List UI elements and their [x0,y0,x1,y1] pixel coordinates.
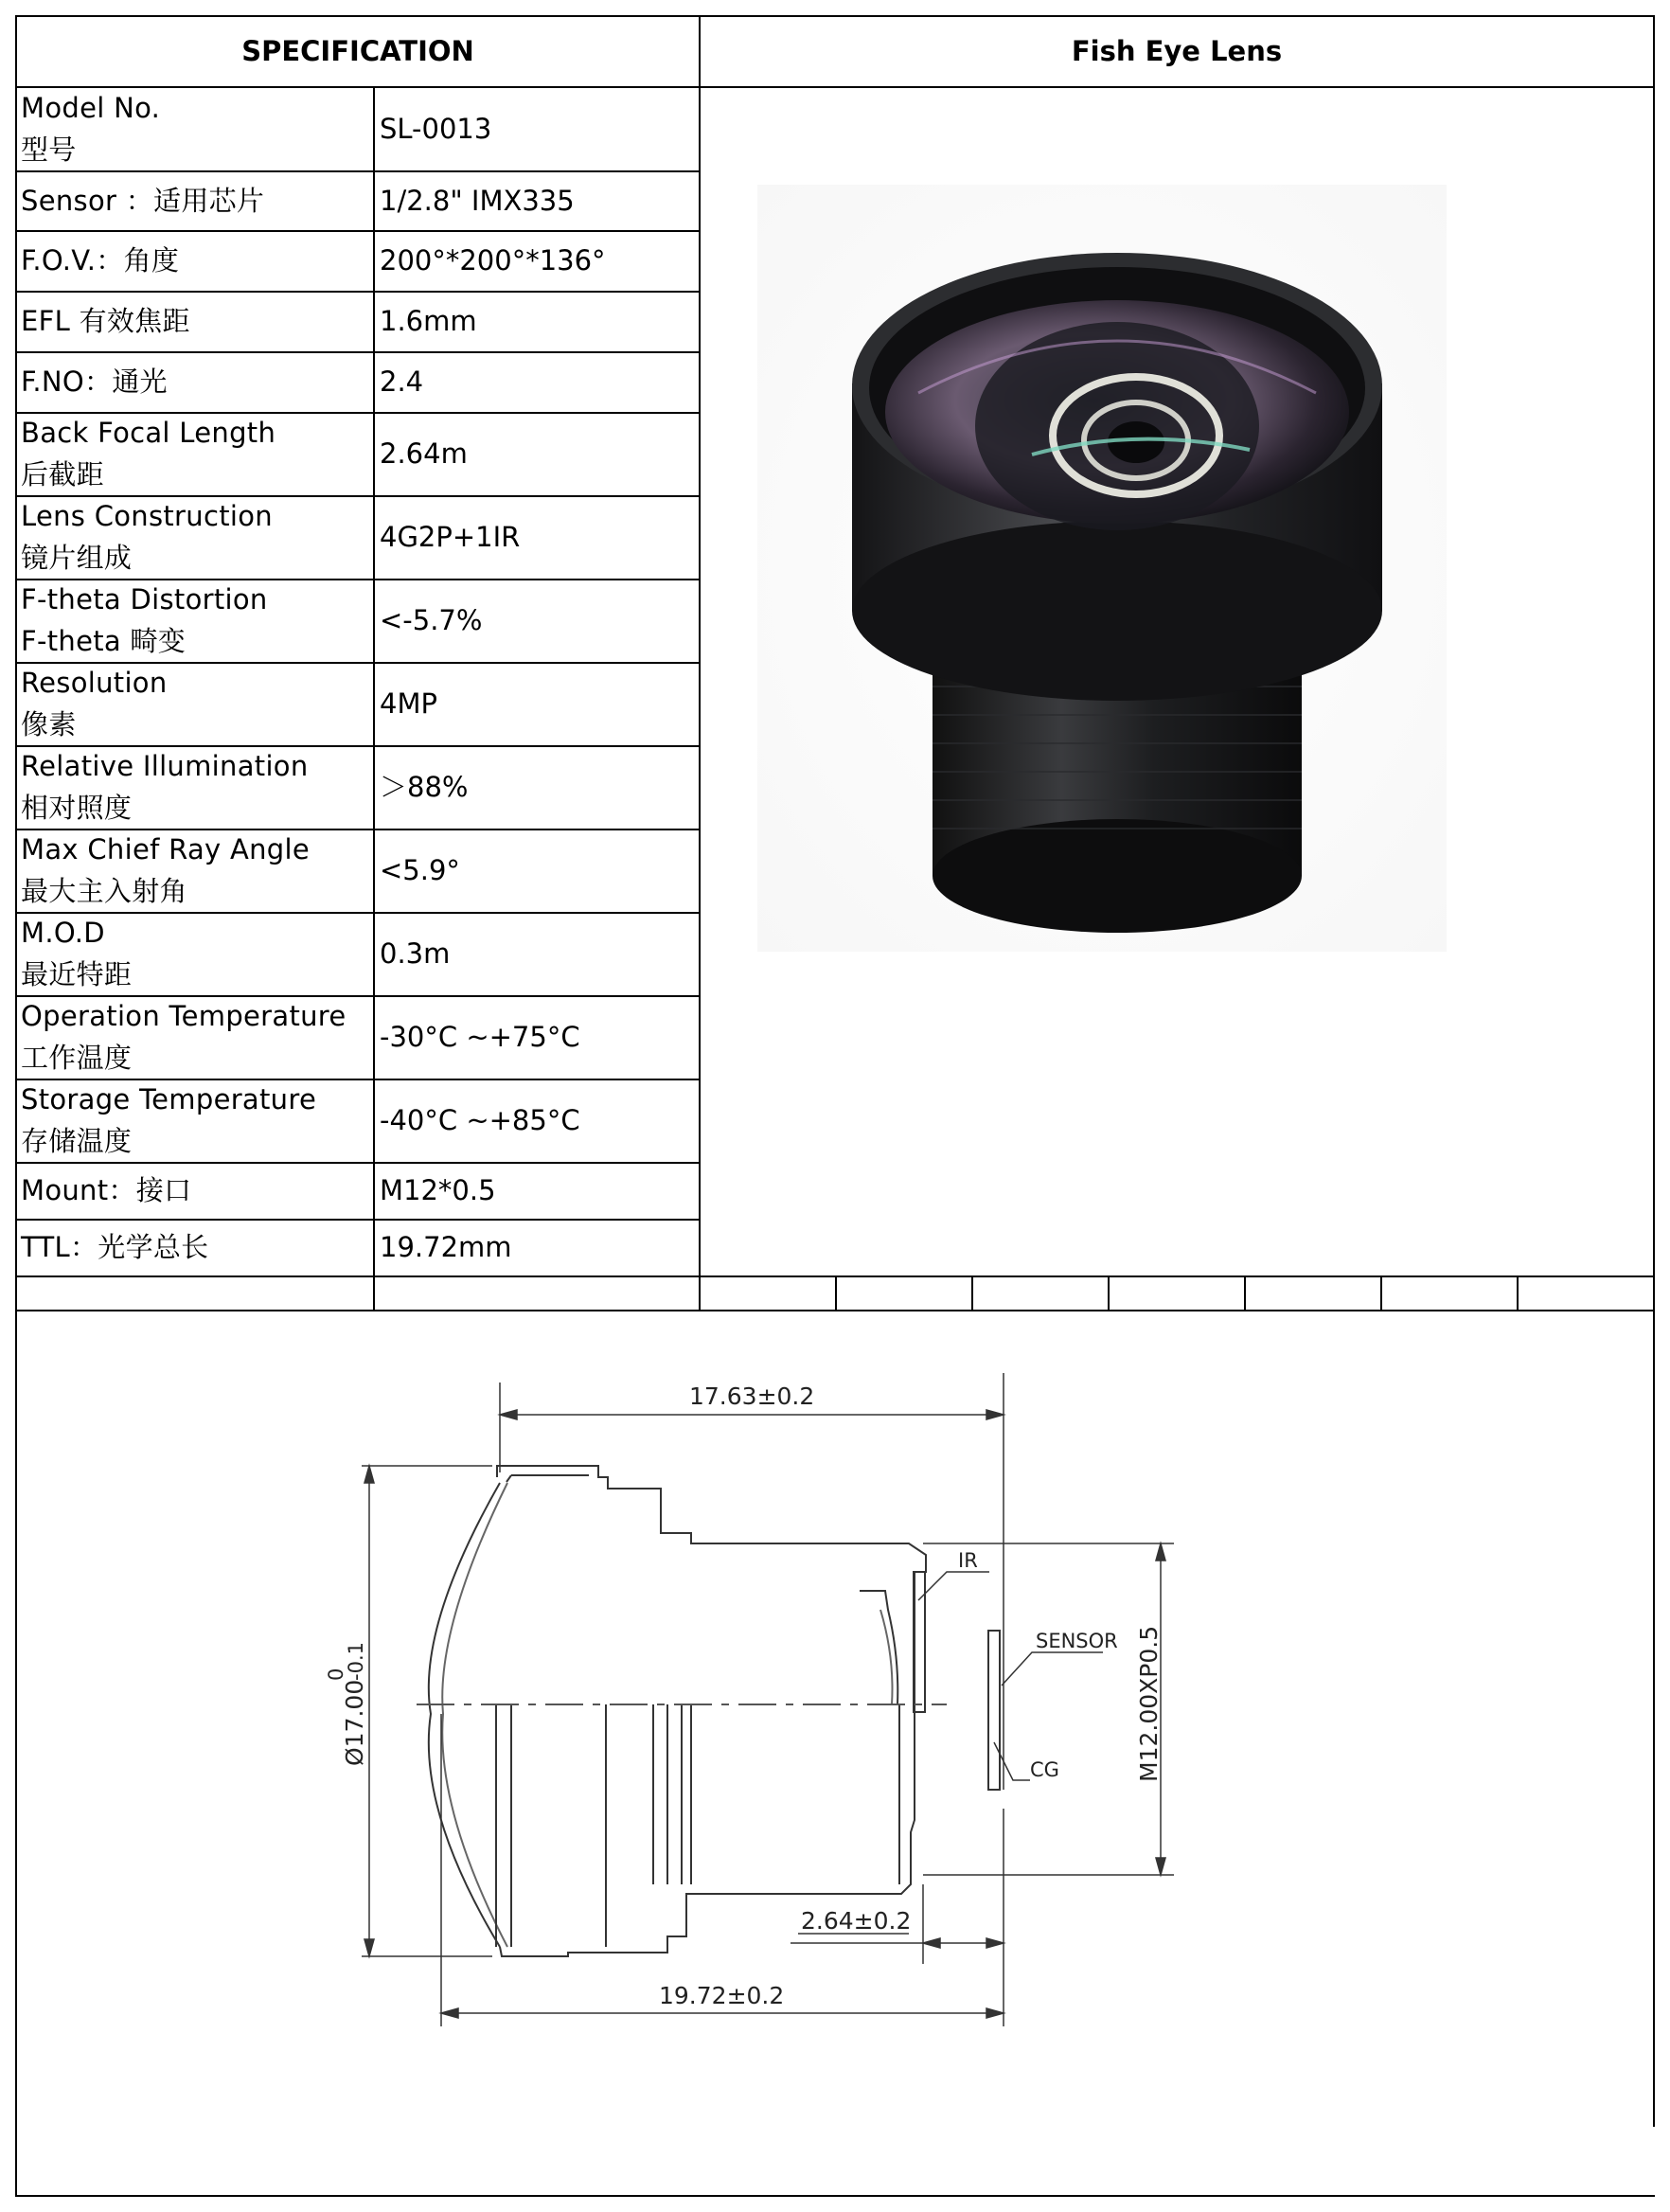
spec-label-en: Relative Illumination [21,750,309,782]
footer-cell-divider [1380,1275,1382,1311]
spec-value: ＞88% [380,771,469,803]
spec-label-zh: 像素 [21,708,77,740]
spec-label-zh: F-theta 畸变 [21,625,187,657]
spec-label [21,495,371,579]
spec-label-en: Resolution [21,667,168,699]
spec-value: 200°*200°*136° [380,244,606,276]
spec-label [21,579,371,662]
ir-label: IR [958,1549,978,1572]
spec-label-zh: 相对照度 [21,792,133,824]
spec-label-zh: 存储温度 [21,1125,133,1157]
spec-label [21,995,371,1079]
front-dome [429,1483,500,1947]
dim-tol-lower: -0.1 [345,1642,367,1681]
lens-body-outline [497,1466,926,1956]
spec-label-en: Lens Construction [21,500,273,532]
footer-cell-divider [1108,1275,1110,1311]
sensor-label: SENSOR [1036,1630,1118,1652]
spec-label [21,300,371,342]
spec-label [21,412,371,495]
spec-value: 19.72mm [380,1231,512,1263]
label-value-divider [373,86,375,1311]
cg-label: CG [1030,1758,1059,1781]
spec-value: 4MP [380,687,437,720]
spec-label-zh: 工作温度 [21,1042,133,1074]
spec-label-en: Storage Temperature [21,1083,317,1115]
dim-diameter-label: Ø17.00 [341,1679,368,1766]
spec-label [21,1169,371,1211]
spec-label [21,829,371,912]
spec-label-en: EFL 有效焦距 [21,305,190,337]
spec-value: M12*0.5 [380,1174,496,1206]
spec-label [21,361,371,402]
spec-value: <-5.7% [380,604,483,636]
spec-label-en: M.O.D [21,917,105,949]
dim-thread-label: M12.00XP0.5 [1135,1625,1163,1782]
spec-label-en: F.O.V.：角度 [21,244,180,276]
spec-value: -40°C ~+85°C [380,1104,580,1136]
spec-value: 1.6mm [380,305,477,337]
spec-label-en: Operation Temperature [21,1000,346,1032]
spec-value: 1/2.8" IMX335 [380,184,575,217]
lens-photo [757,185,1447,952]
spec-label [21,240,371,281]
dim-total-label: 19.72±0.2 [659,1982,785,2009]
spec-label-en: Mount：接口 [21,1174,192,1206]
spec-label [21,662,371,745]
dim-length-label: 17.63±0.2 [689,1382,815,1410]
footer-cell-divider [1517,1275,1519,1311]
spec-label [21,1079,371,1162]
spec-label [21,1226,371,1268]
spec-label-en: F-theta Distortion [21,583,268,615]
spec-label-en: F.NO：通光 [21,366,168,398]
spec-label-en: Max Chief Ray Angle [21,833,311,865]
spec-value: -30°C ~+75°C [380,1021,580,1053]
spec-value: SL-0013 [380,113,492,145]
table-border-bottom [15,2195,1655,2197]
spec-value: 0.3m [380,937,451,970]
product-title: Fish Eye Lens [1071,35,1283,67]
dim-tol-upper: 0 [325,1668,347,1681]
spec-label-zh: 型号 [21,134,77,166]
spec-value: 2.64m [380,437,468,470]
spec-label [21,745,371,829]
spec-label-en: Back Focal Length [21,417,276,449]
spec-header: SPECIFICATION [241,35,474,67]
spec-value: <5.9° [380,854,460,886]
spec-value: 4G2P+1IR [380,521,521,553]
dim-bfl-label: 2.64±0.2 [801,1907,912,1935]
footer-cell-divider [971,1275,973,1311]
spec-label-zh: 最大主入射角 [21,875,187,907]
spec-label-zh: 后截距 [21,458,104,491]
spec-label-en: TTL：光学总长 [21,1231,209,1263]
lens-dimension-drawing [0,1316,1670,2187]
spec-label-en: Sensor ：适用芯片 [21,185,265,217]
spec-value: 2.4 [380,366,424,398]
spec-label [21,87,371,170]
footer-cell-divider [1244,1275,1246,1311]
spec-label [21,180,371,222]
spec-label-zh: 最近特距 [21,958,133,990]
spec-label [21,912,371,995]
spec-label-en: Model No. [21,92,161,124]
footer-cell-divider [835,1275,837,1311]
spec-label-zh: 镜片组成 [21,542,133,574]
